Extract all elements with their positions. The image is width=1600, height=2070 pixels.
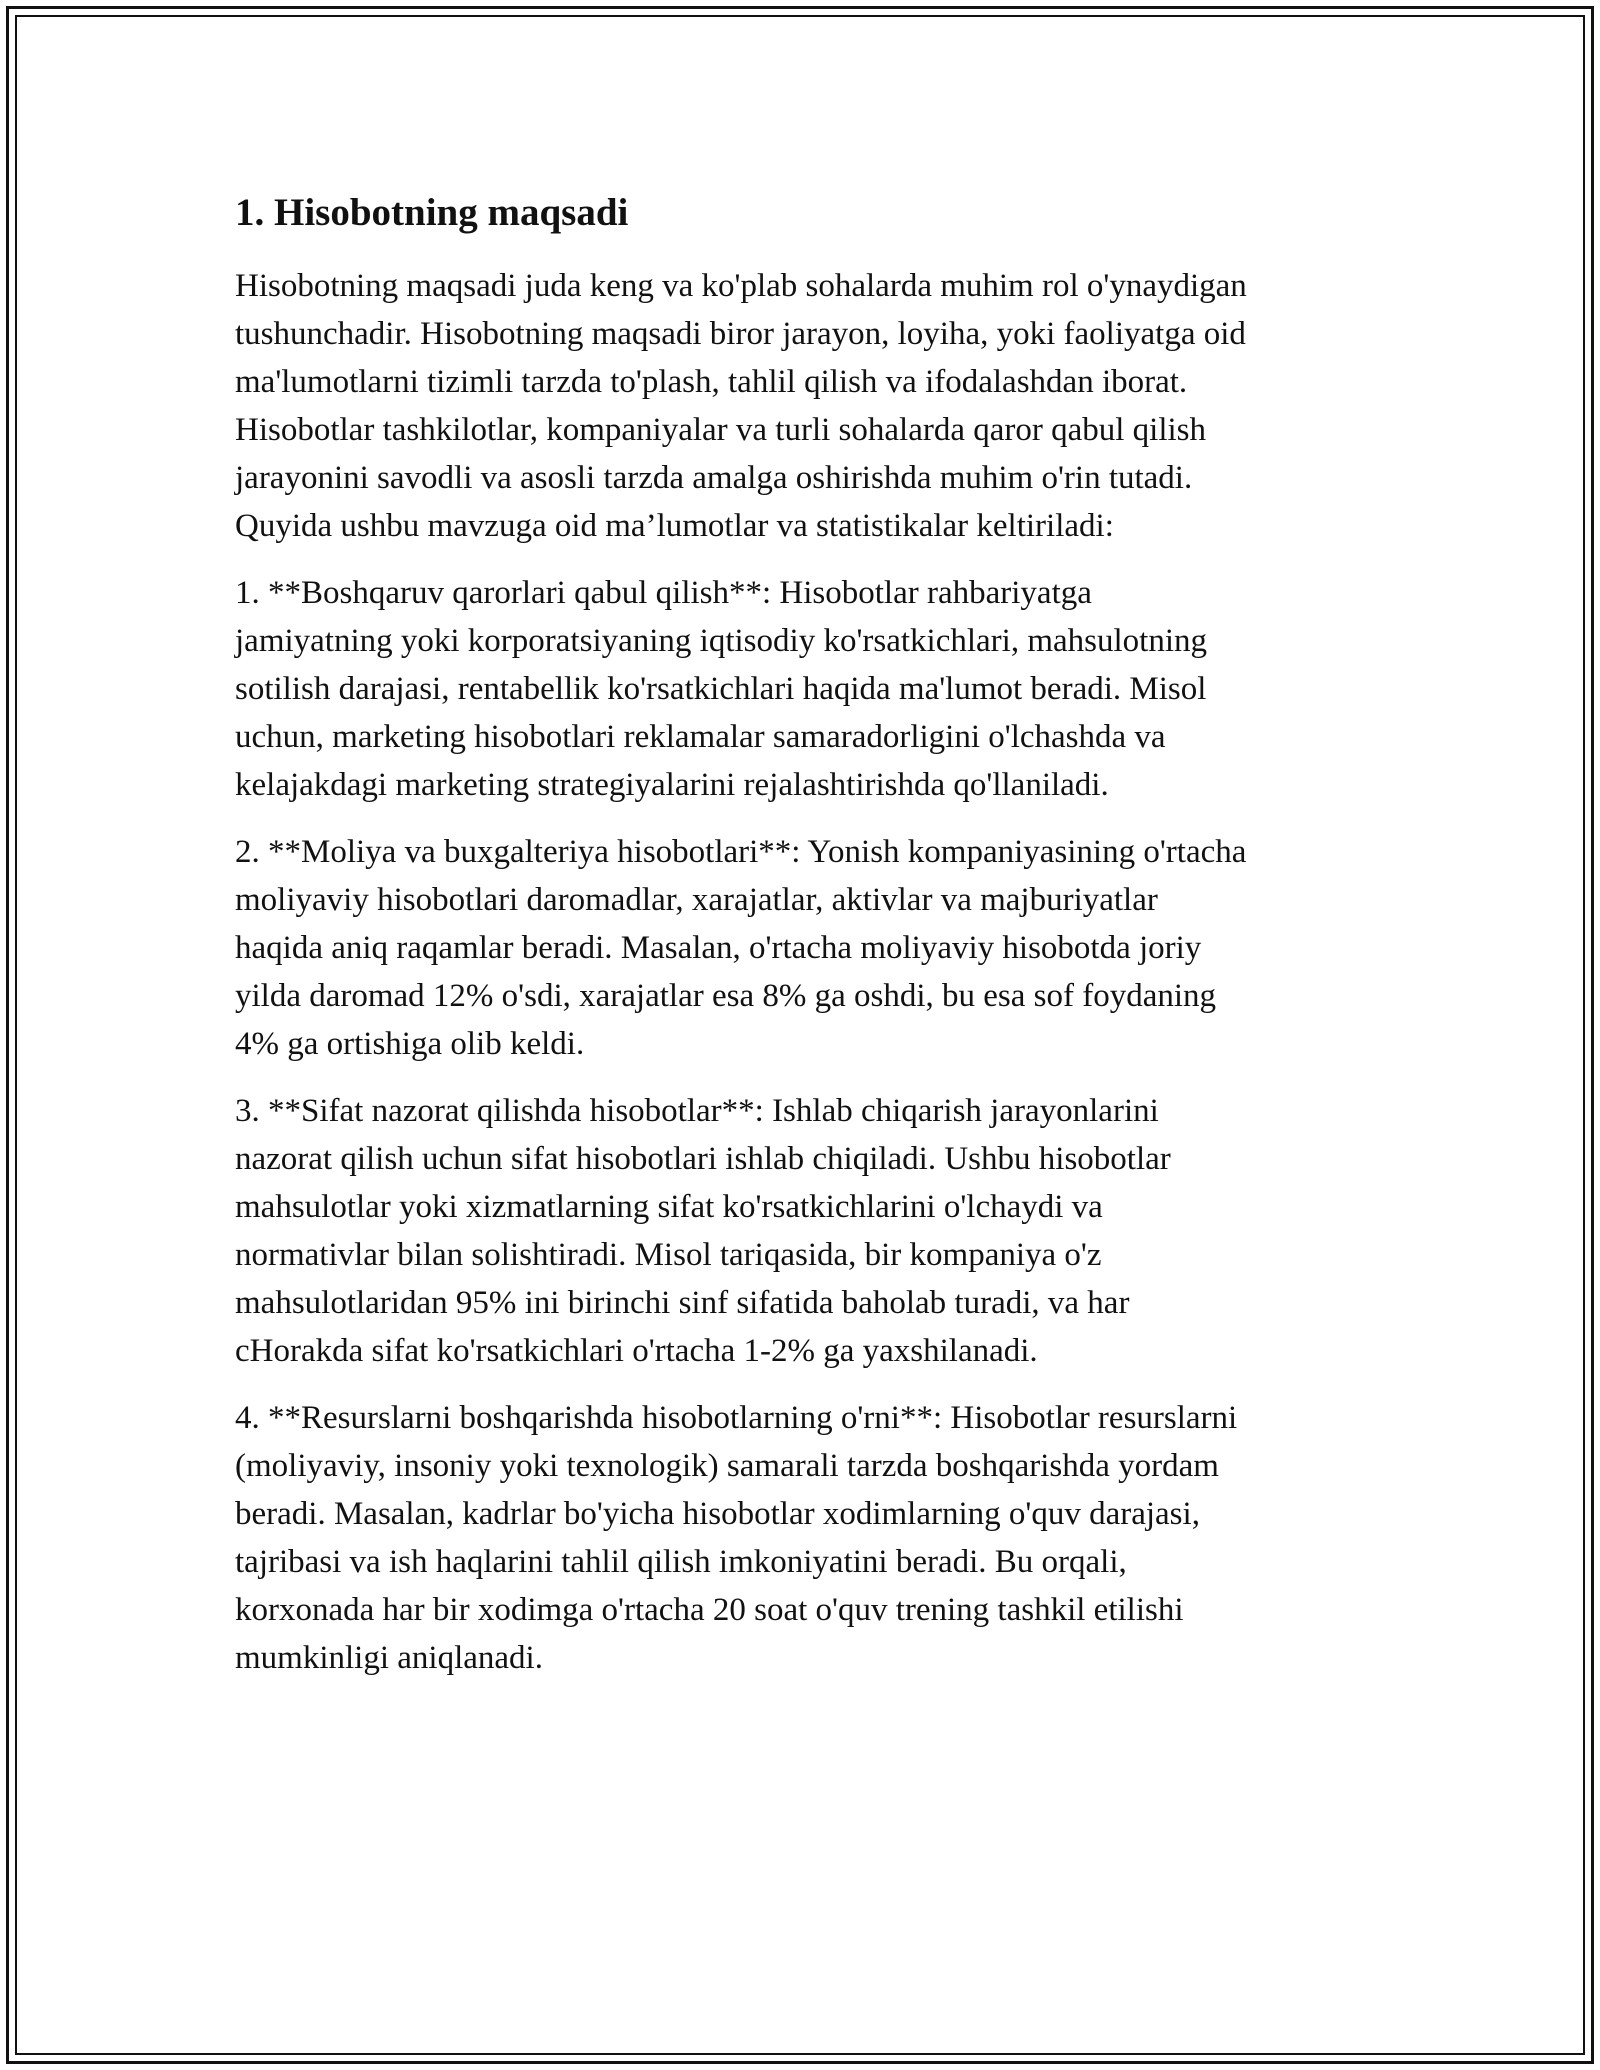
paragraph-intro: Hisobotning maqsadi juda keng va ko'plab sohalarda muhim rol o'ynaydigan tushunchadir. Hisobotning maqsadi biror jarayon, loyiha, yoki faoliyatga oid ma'lumotlarni tizimli tarzda to'plash, tahlil qilish va ifodalashdan iborat. Hisobotlar tashkilotlar, kompaniyalar va turli sohalarda qaror qabul qilish jarayonini savodli va asosli tarzda amalga oshirishda muhim o'rin tutadi. Quyida ushbu mavzuga oid ma’lumotlar va statistikalar keltiriladi:: [235, 268, 1247, 544]
paragraph-item-3: 3. **Sifat nazorat qilishda hisobotlar**: Ishlab chiqarish jarayonlarini nazorat qilish uchun sifat hisobotlari ishlab chiqiladi. Ushbu hisobotlar mahsulotlar yoki xizmatlarning sifat ko'rsatkichlarini o'lchaydi va normativlar bilan solishtiradi. Misol tariqasida, bir kompaniya o'z mahsulotlaridan 95% ini birinchi sinf sifatida baholab turadi, va har cHorakda sifat ko'rsatkichlari o'rtacha 1-2% ga yaxshilanadi.: [235, 1093, 1171, 1369]
document-body: [235, 183, 1375, 1682]
paragraph-item-4: 4. **Resurslarni boshqarishda hisobotlarning o'rni**: Hisobotlar resurslarni (moliyaviy, insoniy yoki texnologik) samarali tarzda boshqarishda yordam beradi. Masalan, kadrlar bo'yicha hisobotlar xodimlarning o'quv darajasi, tajribasi va ish haqlarini tahlil qilish imkoniyatini beradi. Bu orqali, korxonada har bir xodimga o'rtacha 20 soat o'quv trening tashkil etilishi mumkinligi aniqlanadi.: [235, 1400, 1238, 1676]
paragraph-item-2: 2. **Moliya va buxgalteriya hisobotlari**: Yonish kompaniyasining o'rtacha moliyaviy hisobotlari daromadlar, xarajatlar, aktivlar va majburiyatlar haqida aniq raqamlar beradi. Masalan, o'rtacha moliyaviy hisobotda joriy yilda daromad 12% o'sdi, xarajatlar esa 8% ga oshdi, bu esa sof foydaning 4% ga ortishiga olib keldi.: [235, 834, 1247, 1062]
section-heading: 1. Hisobotning maqsadi: [235, 191, 629, 234]
paragraph-item-1: 1. **Boshqaruv qarorlari qabul qilish**: Hisobotlar rahbariyatga jamiyatning yoki korporatsiyaning iqtisodiy ko'rsatkichlari, mahsulotning sotilish darajasi, rentabellik ko'rsatkichlari haqida ma'lumot beradi. Misol uchun, marketing hisobotlari reklamalar samaradorligini o'lchashda va kelajakdagi marketing strategiyalarini rejalashtirishda qo'llaniladi.: [235, 575, 1207, 803]
